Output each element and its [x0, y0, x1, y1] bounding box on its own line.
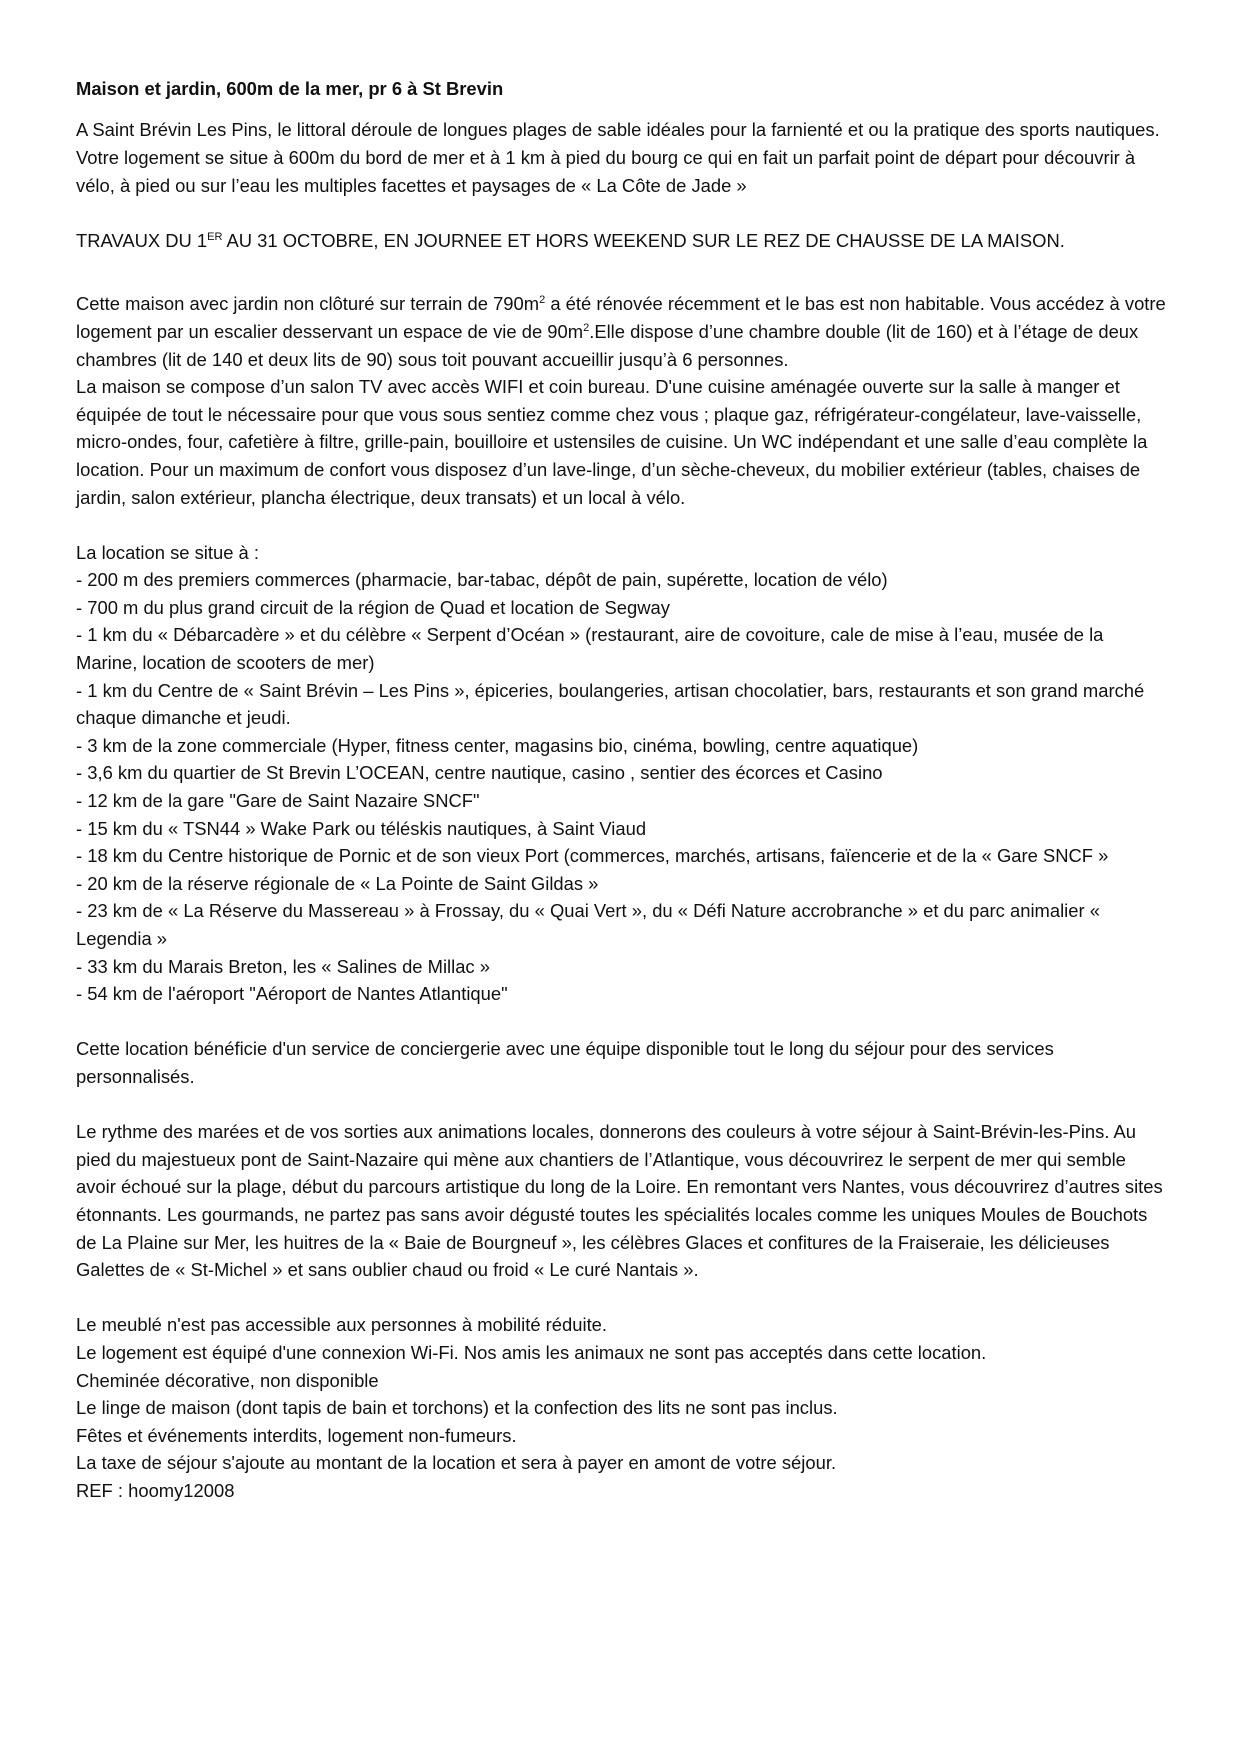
house-description-part-1: Cette maison avec jardin non clôturé sur terrain de 790m [76, 293, 540, 315]
list-item: - 1 km du Centre de « Saint Brévin – Les Pins », épiceries, boulangeries, artisan chocolatier, bars, restaurants et son grand marché chaque dimanche et jeudi. [76, 679, 1145, 729]
works-notice-end: AU 31 OCTOBRE, EN JOURNEE ET HORS WEEKEND SUR LE REZ DE CHAUSSE DE LA MAISON. [222, 229, 1065, 251]
works-notice-superscript: ER [207, 230, 223, 243]
list-item: - 54 km de l'aéroport "Aéroport de Nantes Atlantique" [76, 983, 508, 1005]
note-line: Le logement est équipé d'une connexion Wi-Fi. Nos amis les animaux ne sont pas acceptés dans cette location. [76, 1341, 987, 1363]
area-superscript-1: 2 [539, 294, 546, 307]
list-item: - 18 km du Centre historique de Pornic et de son vieux Port (commerces, marchés, artisans, faïencerie et de la « Gare SNCF » [76, 845, 1109, 867]
list-item: - 15 km du « TSN44 » Wake Park ou téléskis nautiques, à Saint Viaud [76, 817, 647, 839]
note-line: Le meublé n'est pas accessible aux personnes à mobilité réduite. [76, 1314, 608, 1336]
location-heading: La location se situe à : [76, 541, 259, 563]
list-item: - 20 km de la réserve régionale de « La Pointe de Saint Gildas » [76, 872, 599, 894]
list-item: - 200 m des premiers commerces (pharmacie, bar-tabac, dépôt de pain, supérette, location de vélo) [76, 569, 888, 591]
location-list [76, 566, 1166, 1008]
works-notice-start: TRAVAUX DU 1 [76, 229, 208, 251]
note-line: Fêtes et événements interdits, logement non-fumeurs. [76, 1424, 517, 1446]
note-line: La taxe de séjour s'ajoute au montant de la location et sera à payer en amont de votre séjour. [76, 1452, 837, 1474]
tourism-paragraph: Le rythme des marées et de vos sorties aux animations locales, donnerons des couleurs à votre séjour à Saint-Brévin-les-Pins. Au pied du majestueux pont de Saint-Nazaire qui mène aux chantiers de l’Atlantique, vous découvrirez le serpent de mer qui semble avoir échoué sur la plage, début du parcours artistique du long de la Loire. En remontant vers Nantes, vous découvrirez d’autres sites étonnants. Les gourmands, ne partez pas sans avoir dégusté toutes les spécialités locales comme les uniques Moules de Bouchots de La Plaine sur Mer, les huitres de la « Baie de Bourgneuf », les célèbres Glaces et confitures de la Fraiseraie, les délicieuses Galettes de « St-Michel » et sans oublier chaud ou froid « Le curé Nantais ». [76, 1121, 1163, 1281]
note-line: Cheminée décorative, non disponible [76, 1369, 379, 1391]
intro-paragraph-1: A Saint Brévin Les Pins, le littoral déroule de longues plages de sable idéales pour la farnienté et ou la pratique des sports nautiques. [76, 119, 1160, 141]
document-page [76, 75, 1166, 1504]
list-item: - 700 m du plus grand circuit de la région de Quad et location de Segway [76, 596, 670, 618]
list-item: - 12 km de la gare "Gare de Saint Nazaire SNCF" [76, 790, 480, 812]
list-item: - 3 km de la zone commerciale (Hyper, fitness center, magasins bio, cinéma, bowling, centre aquatique) [76, 734, 919, 756]
rental-notes [76, 1311, 1166, 1504]
house-amenities-paragraph: La maison se compose d’un salon TV avec accès WIFI et coin bureau. D'une cuisine aménagée ouverte sur la salle à manger et équipée de tout le nécessaire pour que vous sous sentiez comme chez vous ; plaque gaz, réfrigérateur-congélateur, lave-vaisselle, micro-ondes, four, cafetière à filtre, grille-pain, bouilloire et ustensiles de cuisine. Un WC indépendant et une salle d’eau complète la location. Pour un maximum de confort vous disposez d’un lave-linge, d’un sèche-cheveux, du mobilier extérieur (tables, chaises de jardin, salon extérieur, plancha électrique, deux transats) et un local à vélo. [76, 376, 1148, 508]
list-item: - 1 km du « Débarcadère » et du célèbre « Serpent d’Océan » (restaurant, aire de covoiture, cale de mise à l’eau, musée de la Marine, location de scooters de mer) [76, 624, 1104, 674]
list-item: - 33 km du Marais Breton, les « Salines de Millac » [76, 955, 490, 977]
concierge-paragraph: Cette location bénéficie d'un service de conciergerie avec une équipe disponible tout le long du séjour pour des services personnalisés. [76, 1038, 1054, 1087]
works-notice [76, 227, 1166, 255]
area-superscript-2: 2 [583, 321, 590, 334]
house-description-paragraph [76, 290, 1166, 373]
reference-code: REF : hoomy12008 [76, 1479, 235, 1501]
house-description-part-2: a été rénovée récemment et le bas est non habitable. Vous accédez à votre logement par un escalier desservant un espace de vie de 90m [76, 293, 1166, 342]
house-description-part-3: .Elle dispose d’une chambre double (lit de 160) et à l’étage de deux chambres (lit de 140 et deux lits de 90) sous toit pouvant accueillir jusqu’à 6 personnes. [76, 320, 1139, 370]
note-line: Le linge de maison (dont tapis de bain et torchons) et la confection des lits ne sont pas inclus. [76, 1397, 838, 1419]
list-item: - 23 km de « La Réserve du Massereau » à Frossay, du « Quai Vert », du « Défi Nature accrobranche » et du parc animalier « Legendia » [76, 900, 1100, 950]
list-item: - 3,6 km du quartier de St Brevin L’OCEAN, centre nautique, casino , sentier des écorces et Casino [76, 762, 883, 784]
document-title: Maison et jardin, 600m de la mer, pr 6 à St Brevin [76, 78, 504, 99]
intro-paragraph-2: Votre logement se situe à 600m du bord de mer et à 1 km à pied du bourg ce qui en fait un parfait point de départ pour découvrir à vélo, à pied ou sur l’eau les multiples facettes et paysages de « La Côte de Jade » [76, 146, 1136, 196]
